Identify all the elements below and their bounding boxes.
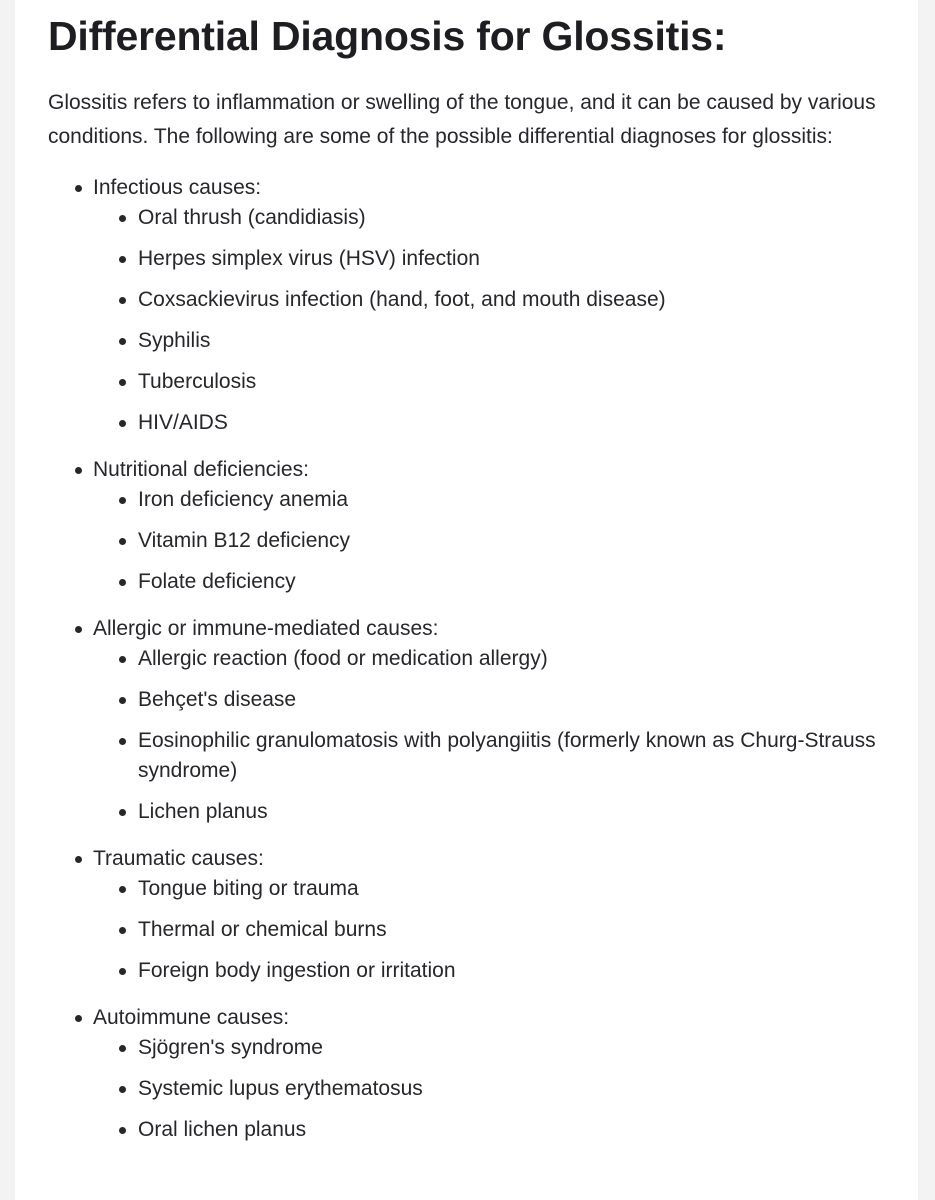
diagnosis-group — [48, 173, 898, 438]
list-item: Sjögren's syndrome — [93, 1033, 898, 1063]
diagnosis-group — [48, 614, 898, 827]
group-items-list — [93, 874, 898, 986]
list-item: Iron deficiency anemia — [93, 485, 898, 515]
list-item: Lichen planus — [93, 797, 898, 827]
list-item: Syphilis — [93, 326, 898, 356]
page-margin — [918, 0, 935, 1200]
diagnosis-group — [48, 844, 898, 986]
page-title: Differential Diagnosis for Glossitis: — [48, 13, 727, 59]
list-item: Vitamin B12 deficiency — [93, 526, 898, 556]
list-item: Coxsackievirus infection (hand, foot, and mouth disease) — [93, 285, 898, 315]
list-item: Behçet's disease — [93, 685, 898, 715]
list-item: Foreign body ingestion or irritation — [93, 956, 898, 986]
list-item: Tongue biting or trauma — [93, 874, 898, 904]
group-items-list — [93, 203, 898, 438]
list-item: Tuberculosis — [93, 367, 898, 397]
group-label: Traumatic causes: — [93, 847, 264, 870]
diagnosis-group — [48, 455, 898, 597]
list-item: HIV/AIDS — [93, 408, 898, 438]
group-items-list — [93, 1033, 898, 1145]
group-label: Allergic or immune-mediated causes: — [93, 617, 439, 640]
list-item: Thermal or chemical burns — [93, 915, 898, 945]
list-item: Allergic reaction (food or medication allergy) — [93, 644, 898, 674]
group-items-list — [93, 485, 898, 597]
list-item: Oral lichen planus — [93, 1115, 898, 1145]
list-item: Oral thrush (candidiasis) — [93, 203, 898, 233]
list-item: Eosinophilic granulomatosis with polyangiitis (formerly known as Churg-Strauss syndrome) — [93, 726, 898, 786]
document-content — [48, 0, 898, 1162]
group-label: Infectious causes: — [93, 176, 262, 199]
list-item: Folate deficiency — [93, 567, 898, 597]
group-items-list — [93, 644, 898, 827]
group-label: Autoimmune causes: — [93, 1006, 290, 1029]
list-item: Systemic lupus erythematosus — [93, 1074, 898, 1104]
diagnosis-group — [48, 1003, 898, 1145]
intro-paragraph: Glossitis refers to inflammation or swelling of the tongue, and it can be caused by various conditions. The following are some of the possible differential diagnoses for glossitis: — [48, 91, 876, 148]
document-page — [15, 0, 918, 1200]
list-item: Herpes simplex virus (HSV) infection — [93, 244, 898, 274]
group-label: Nutritional deficiencies: — [93, 458, 309, 481]
diagnosis-groups-list — [48, 173, 898, 1145]
